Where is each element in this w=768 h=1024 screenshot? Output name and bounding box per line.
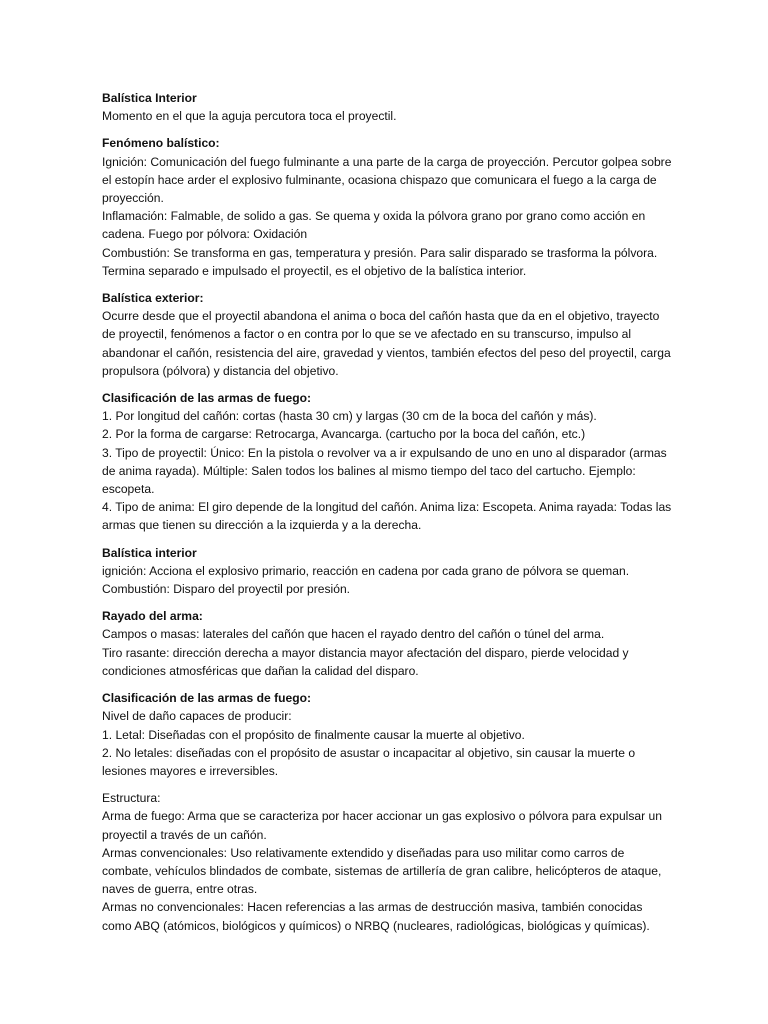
section-rayado-arma [102,607,672,680]
paragraph: Arma de fuego: Arma que se caracteriza por hacer accionar un gas explosivo o pólvora para expulsar un proyectil a través de un cañón. [102,809,662,842]
list-item: 3. Tipo de proyectil: Único: En la pistola o revolver va a ir expulsando de uno en uno al disparador (armas de anima rayada). Múltiple: Salen todos los balines al mismo tiempo del taco del cartucho. Ejemplo: escopeta. [102,445,667,497]
section-heading: Clasificación de las armas de fuego: [102,691,312,706]
list-item: 1. Letal: Diseñadas con el propósito de finalmente causar la muerte al objetivo. [102,727,525,742]
section-heading: Balística Interior [102,91,197,105]
paragraph: Armas no convencionales: Hacen referencias a las armas de destrucción masiva, también conocidas como ABQ (atómicos, biológicos y químicos) o NRBQ (nucleares, radiológicas, biológicas y químicas). [102,900,650,933]
paragraph: Armas convencionales: Uso relativamente extendido y diseñadas para uso militar como carros de combate, vehículos blindados de combate, sistemas de artillería de gran calibre, helicópteros de ataque, naves de guerra, entre otras. [102,845,662,897]
section-estructura [102,789,672,935]
section-heading: Fenómeno balístico: [102,136,220,151]
paragraph: Estructura: [102,791,161,806]
paragraph: Combustión: Disparo del proyectil por presión. [102,582,351,597]
section-clasificacion-armas [102,389,672,535]
list-item: 4. Tipo de anima: El giro depende de la longitud del cañón. Anima liza: Escopeta. Anima rayada: Todas las armas que tienen su dirección a la izquierda y a la derecha. [102,500,672,533]
section-fenomeno-balistico [102,134,672,280]
section-heading: Balística interior [102,545,197,560]
paragraph: Tiro rasante: dirección derecha a mayor distancia mayor afectación del disparo, pierde velocidad y condiciones atmosféricas que dañan la calidad del disparo. [102,645,629,678]
list-item: 1. Por longitud del cañón: cortas (hasta 30 cm) y largas (30 cm de la boca del cañón y más). [102,409,597,424]
document-page [102,89,672,944]
section-heading: Balística exterior: [102,291,204,306]
section-balistica-interior [102,89,672,125]
section-heading: Clasificación de las armas de fuego: [102,391,312,406]
section-heading: Rayado del arma: [102,609,203,624]
section-balistica-interior-2 [102,544,672,599]
paragraph: Combustión: Se transforma en gas, temperatura y presión. Para salir disparado se trasforma la pólvora. Termina separado e impulsado el proyectil, es el objetivo de la balística interior. [102,245,658,278]
section-balistica-exterior [102,289,672,380]
paragraph: ignición: Acciona el explosivo primario, reacción en cadena por cada grano de pólvora se queman. [102,563,630,578]
paragraph: Ignición: Comunicación del fuego fulminante a una parte de la carga de proyección. Percutor golpea sobre el estopín hace arder el explosivo fulminante, ocasiona chispazo que comunicara el fuego a la carga de proyección. [102,154,672,206]
list-item: 2. No letales: diseñadas con el propósito de asustar o incapacitar al objetivo, sin causar la muerte o lesiones mayores e irreversibles. [102,745,636,778]
paragraph: Ocurre desde que el proyectil abandona el anima o boca del cañón hasta que da en el objetivo, trayecto de proyectil, fenómenos a factor o en contra por lo que se ve afectado en su transcurso, impulso al abandonar el cañón, resistencia del aire, gravedad y vientos, también efectos del peso del proyectil, carga propulsora (pólvora) y distancia del objetivo. [102,309,671,378]
list-item: 2. Por la forma de cargarse: Retrocarga, Avancarga. (cartucho por la boca del cañón, etc.) [102,427,586,442]
paragraph: Momento en el que la aguja percutora toca el proyectil. [102,109,397,124]
section-clasificacion-armas-2 [102,689,672,780]
paragraph: Inflamación: Falmable, de solido a gas. Se quema y oxida la pólvora grano por grano como acción en cadena. Fuego por pólvora: Oxidación [102,209,646,242]
paragraph: Nivel de daño capaces de producir: [102,709,292,724]
paragraph: Campos o masas: laterales del cañón que hacen el rayado dentro del cañón o túnel del arma. [102,627,605,642]
